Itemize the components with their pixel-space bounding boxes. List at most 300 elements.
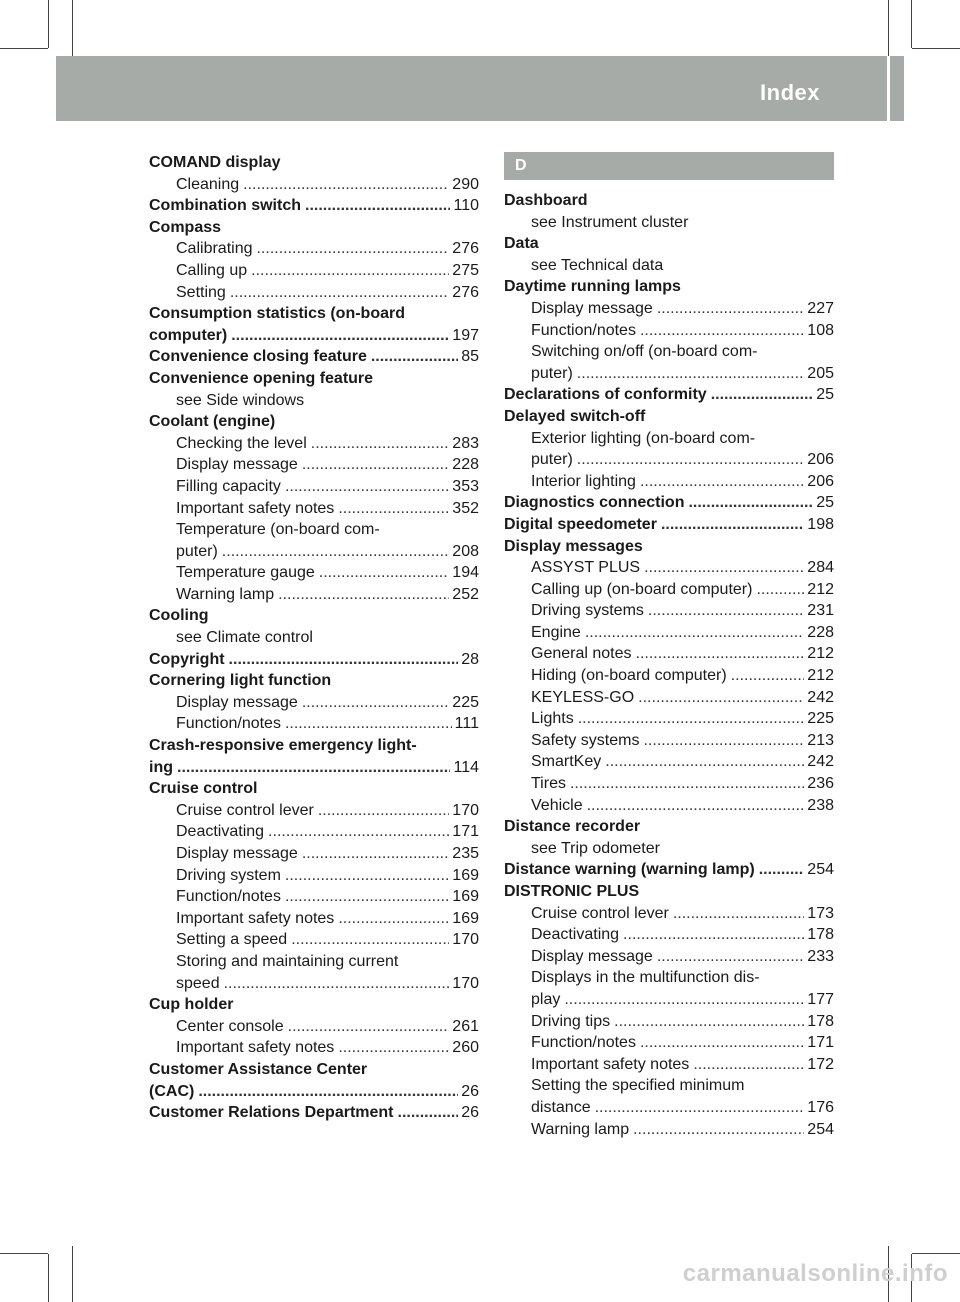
dot-leader [570,773,804,795]
entry-text: Display message [531,299,653,317]
index-entry [149,411,479,433]
index-entry [504,190,834,212]
index-entry [149,195,479,217]
dot-leader [756,579,804,601]
entry-text: Cup holder [149,996,234,1014]
index-subentry [149,541,479,563]
entry-text: Function/notes [176,888,281,906]
dot-leader [318,800,449,822]
dot-leader [338,908,449,930]
index-entry [504,859,834,881]
index-subentry [504,320,834,342]
entry-text: see Climate control [176,629,313,647]
dot-leader [338,1037,449,1059]
page-reference: 171 [807,1034,834,1052]
entry-text: Cooling [149,607,209,625]
page-reference: 178 [807,926,834,944]
dot-leader [711,384,814,406]
entry-text: Function/notes [531,321,636,339]
entry-text: puter) [176,542,218,560]
index-entry [149,735,479,757]
watermark: carmanualsonline.info [682,1260,948,1287]
entry-text: Cornering light function [149,672,332,690]
index-subentry [504,665,834,687]
index-subentry [504,687,834,709]
dot-leader [640,1032,804,1054]
entry-text: Cruise control lever [531,904,669,922]
dot-leader [338,498,449,520]
entry-text: Displays in the multifunction dis- [531,969,760,987]
dot-leader [231,325,449,347]
dot-leader [243,174,449,196]
index-subentry [504,773,834,795]
index-subentry [504,1032,834,1054]
page-header [56,56,921,121]
crop-mark [72,1246,73,1302]
entry-text: General notes [531,645,632,663]
entry-text: Coolant (engine) [149,413,276,431]
page-reference: 110 [453,197,479,215]
page-reference: 242 [807,753,834,771]
dot-leader [288,1016,450,1038]
index-subentry [504,212,834,234]
page-reference: 276 [452,240,479,258]
index-subentry [149,476,479,498]
dot-leader [268,821,449,843]
index-subentry [149,951,479,973]
index-subentry [504,622,834,644]
index-subentry [504,471,834,493]
entry-text: Cruise control [149,780,258,798]
dot-leader [305,195,450,217]
index-subentry [149,1037,479,1059]
entry-text: distance [531,1098,591,1116]
entry-text: see Side windows [176,391,305,409]
crop-mark [72,0,73,56]
entry-text: Display message [176,456,298,474]
entry-text: Calling up (on-board computer) [531,580,753,598]
page-reference: 254 [807,861,834,879]
entry-text: Checking the level [176,434,307,452]
index-entry [504,881,834,903]
dot-leader [285,476,449,498]
page-reference: 197 [452,326,479,344]
dot-leader [578,708,805,730]
index-entry [149,994,479,1016]
index-subentry [149,692,479,714]
index-column-right [504,152,834,1140]
entry-text: Crash-responsive emergency light- [149,737,417,755]
page-reference: 170 [452,974,479,992]
dot-leader [564,989,804,1011]
index-subentry [504,449,834,471]
page-reference: 169 [452,888,479,906]
page-number: 7 [908,80,921,105]
entry-text: Distance warning (warning lamp) [504,861,755,879]
index-entry [149,303,479,325]
page-reference: 172 [807,1055,834,1073]
index-entry [149,649,479,671]
index-column-left [149,152,479,1124]
crop-mark [48,0,49,48]
entry-text: Delayed switch-off [504,407,646,425]
entry-text: puter) [531,364,573,382]
index-entry [504,384,834,406]
dot-leader [278,584,449,606]
header-divider [887,56,890,121]
entry-text: Diagnostics connection [504,494,685,512]
page-reference: 225 [452,693,479,711]
entry-text: Declarations of conformity [504,386,707,404]
page-reference: 352 [452,499,479,517]
page-reference: 233 [807,947,834,965]
page-reference: 28 [461,650,479,668]
index-entry [149,757,479,779]
entry-text: Center console [176,1017,284,1035]
dot-leader [633,1119,804,1141]
dot-leader [644,557,804,579]
entry-text: Setting the specified minimum [531,1077,745,1095]
page-reference: 205 [807,364,834,382]
index-entry [149,346,479,368]
index-subentry [149,713,479,735]
index-subentry [504,946,834,968]
entry-text: Setting a speed [176,931,288,949]
page-reference: 276 [452,283,479,301]
dot-leader [251,260,449,282]
index-entry [504,492,834,514]
page-reference: 242 [807,688,834,706]
index-subentry [504,579,834,601]
entry-text: Customer Assistance Center [149,1060,368,1078]
entry-text: Important safety notes [531,1055,690,1073]
page-reference: 25 [816,386,834,404]
dot-leader [371,346,458,368]
dot-leader [285,713,452,735]
dot-leader [222,541,450,563]
page-reference: 170 [452,801,479,819]
page-reference: 178 [807,1012,834,1030]
page-reference: 212 [807,645,834,663]
entry-text: see Trip odometer [531,839,660,857]
index-subentry [504,1011,834,1033]
page-reference: 208 [452,542,479,560]
entry-text: see Instrument cluster [531,213,689,231]
crop-mark [48,1254,49,1302]
page-reference: 176 [807,1098,834,1116]
entry-text: (CAC) [149,1082,195,1100]
index-entry [149,1102,479,1124]
page-reference: 238 [807,796,834,814]
entry-text: Important safety notes [176,499,335,517]
dot-leader [648,600,804,622]
entry-text: Filling capacity [176,477,281,495]
entry-text: Driving system [176,866,281,884]
entry-text: Exterior lighting (on-board com- [531,429,756,447]
dot-leader [230,282,449,304]
index-entry [149,1081,479,1103]
index-subentry [149,821,479,843]
entry-text: Customer Relations Department [149,1104,394,1122]
entry-text: Warning lamp [176,585,275,603]
dot-leader [229,649,459,671]
entry-text: Display messages [504,537,643,555]
index-subentry [149,260,479,282]
index-entry [504,536,834,558]
index-subentry [504,341,834,363]
entry-text: Switching on/off (on-board com- [531,343,758,361]
dot-leader [302,692,449,714]
entry-text: Important safety notes [176,909,335,927]
crop-mark [912,48,960,49]
page-reference: 231 [807,602,834,620]
index-subentry [149,908,479,930]
entry-text: Tires [531,775,566,793]
entry-text: Driving tips [531,1012,611,1030]
entry-text: Distance recorder [504,818,641,836]
index-subentry [149,843,479,865]
index-subentry [504,795,834,817]
page-reference: 206 [807,451,834,469]
dot-leader [688,492,813,514]
dot-leader [693,1054,804,1076]
index-subentry [504,1097,834,1119]
dot-leader [198,1081,458,1103]
index-subentry [504,903,834,925]
page-reference: 225 [807,710,834,728]
entry-text: Consumption statistics (on-board [149,305,405,323]
page-reference: 254 [807,1120,834,1138]
entry-text: Calibrating [176,240,253,258]
index-subentry [149,627,479,649]
page-reference: 275 [452,261,479,279]
entry-text: Dashboard [504,192,588,209]
dot-leader [643,730,804,752]
index-subentry [504,557,834,579]
dot-leader [285,865,449,887]
page-reference: 173 [807,904,834,922]
page-reference: 108 [807,321,834,339]
entry-text: Driving systems [531,602,644,620]
crop-mark [911,0,912,48]
index-entry [149,605,479,627]
index-subentry [149,454,479,476]
page-reference: 206 [807,472,834,490]
index-subentry [149,433,479,455]
entry-text: Convenience opening feature [149,369,374,387]
index-subentry [504,643,834,665]
page-reference: 177 [807,990,834,1008]
entry-text: Display message [176,693,298,711]
entry-text: Digital speedometer [504,515,657,533]
page-reference: 169 [452,909,479,927]
dot-leader [731,665,805,687]
crop-mark [0,1253,48,1254]
page-reference: 228 [452,456,479,474]
dot-leader [577,449,805,471]
entry-text: speed [176,974,220,992]
index-subentry [149,282,479,304]
index-entry [504,276,834,298]
entry-text: play [531,990,561,1008]
entry-text: puter) [531,451,573,469]
crop-mark [888,0,889,56]
dot-leader [398,1102,459,1124]
entry-text: Function/notes [176,715,281,733]
index-entry [149,368,479,390]
page-reference: 283 [452,434,479,452]
crop-mark [0,48,48,49]
dot-leader [673,903,804,925]
entry-text: Calling up [176,261,248,279]
entry-text: see Technical data [531,256,664,274]
page-reference: 85 [461,348,479,366]
entry-text: Data [504,235,539,253]
index-subentry [149,973,479,995]
entry-text: Lights [531,710,574,728]
entry-text: Function/notes [531,1034,636,1052]
dot-leader [291,929,449,951]
dot-leader [605,751,804,773]
index-subentry [149,865,479,887]
entry-text: Cruise control lever [176,801,314,819]
index-subentry [149,519,479,541]
index-entry [149,1059,479,1081]
dot-leader [657,946,804,968]
index-entry [504,233,834,255]
entry-text: Deactivating [176,823,265,841]
index-subentry [149,886,479,908]
index-subentry [504,600,834,622]
index-subentry [504,1119,834,1141]
page-reference: 284 [807,559,834,577]
entry-text: ASSYST PLUS [531,559,641,577]
page-reference: 26 [461,1082,479,1100]
dot-leader [587,795,805,817]
dot-leader [661,514,804,536]
dot-leader [285,886,449,908]
page-reference: 170 [452,931,479,949]
index-subentry [149,174,479,196]
index-subentry [149,929,479,951]
entry-text: Warning lamp [531,1120,630,1138]
entry-text: Display message [531,947,653,965]
index-subentry [504,924,834,946]
dot-leader [224,973,450,995]
dot-leader [302,843,449,865]
entry-text: Deactivating [531,926,620,944]
index-entry [149,325,479,347]
index-subentry [149,498,479,520]
index-subentry [504,838,834,860]
index-entry [149,778,479,800]
entry-text: Storing and maintaining current [176,952,399,970]
page-reference: 171 [452,823,479,841]
entry-text: Combination switch [149,197,301,215]
index-subentry [504,708,834,730]
index-subentry [149,238,479,260]
page-reference: 227 [807,299,834,317]
entry-text: KEYLESS-GO [531,688,635,706]
entry-text: SmartKey [531,753,602,771]
index-subentry [504,967,834,989]
dot-leader [302,454,449,476]
dot-leader [640,471,804,493]
page-reference: 212 [807,667,834,685]
page-reference: 228 [807,623,834,641]
dot-leader [311,433,450,455]
index-subentry [504,363,834,385]
page-reference: 169 [452,866,479,884]
dot-leader [614,1011,804,1033]
index-subentry [504,1054,834,1076]
index-entry [149,217,479,239]
letter-heading: D [504,152,834,180]
page-reference: 212 [807,580,834,598]
entry-text: DISTRONIC PLUS [504,883,640,900]
index-entry [149,670,479,692]
index-subentry [149,584,479,606]
section-title: Index [760,80,820,105]
entry-text: computer) [149,326,228,344]
entry-text: Copyright [149,650,225,668]
dot-leader [319,562,450,584]
entry-text: Engine [531,623,581,641]
entry-text: Safety systems [531,731,640,749]
page-reference: 114 [453,758,479,776]
index-subentry [504,730,834,752]
entry-text: Cleaning [176,175,240,193]
crop-mark [912,1253,960,1254]
dot-leader [585,622,804,644]
dot-leader [638,687,804,709]
index-entry [504,816,834,838]
entry-text: COMAND display [149,154,281,171]
index-subentry [149,390,479,412]
page-reference: 26 [461,1104,479,1122]
index-subentry [504,298,834,320]
page-reference: 236 [807,775,834,793]
page-reference: 290 [452,175,479,193]
page-reference: 111 [454,715,479,733]
dot-leader [636,643,805,665]
index-entry [504,514,834,536]
index-subentry [149,562,479,584]
entry-text: Daytime running lamps [504,278,681,296]
index-entries [504,190,834,1140]
index-subentry [149,1016,479,1038]
dot-leader [595,1097,805,1119]
page-reference: 261 [452,1017,479,1035]
entry-text: Vehicle [531,796,583,814]
dot-leader [177,757,450,779]
page-reference: 260 [452,1039,479,1057]
index-subentry [504,989,834,1011]
page-reference: 198 [807,515,834,533]
entry-text: Convenience closing feature [149,348,367,366]
dot-leader [623,924,804,946]
dot-leader [657,298,804,320]
index-subentry [504,428,834,450]
index-subentry [504,1075,834,1097]
entry-text: Temperature (on-board com- [176,521,380,539]
page-reference: 353 [452,477,479,495]
entry-text: Compass [149,218,222,236]
entry-text: Interior lighting [531,472,636,490]
dot-leader [256,238,449,260]
index-subentry [149,800,479,822]
index-subentry [504,255,834,277]
